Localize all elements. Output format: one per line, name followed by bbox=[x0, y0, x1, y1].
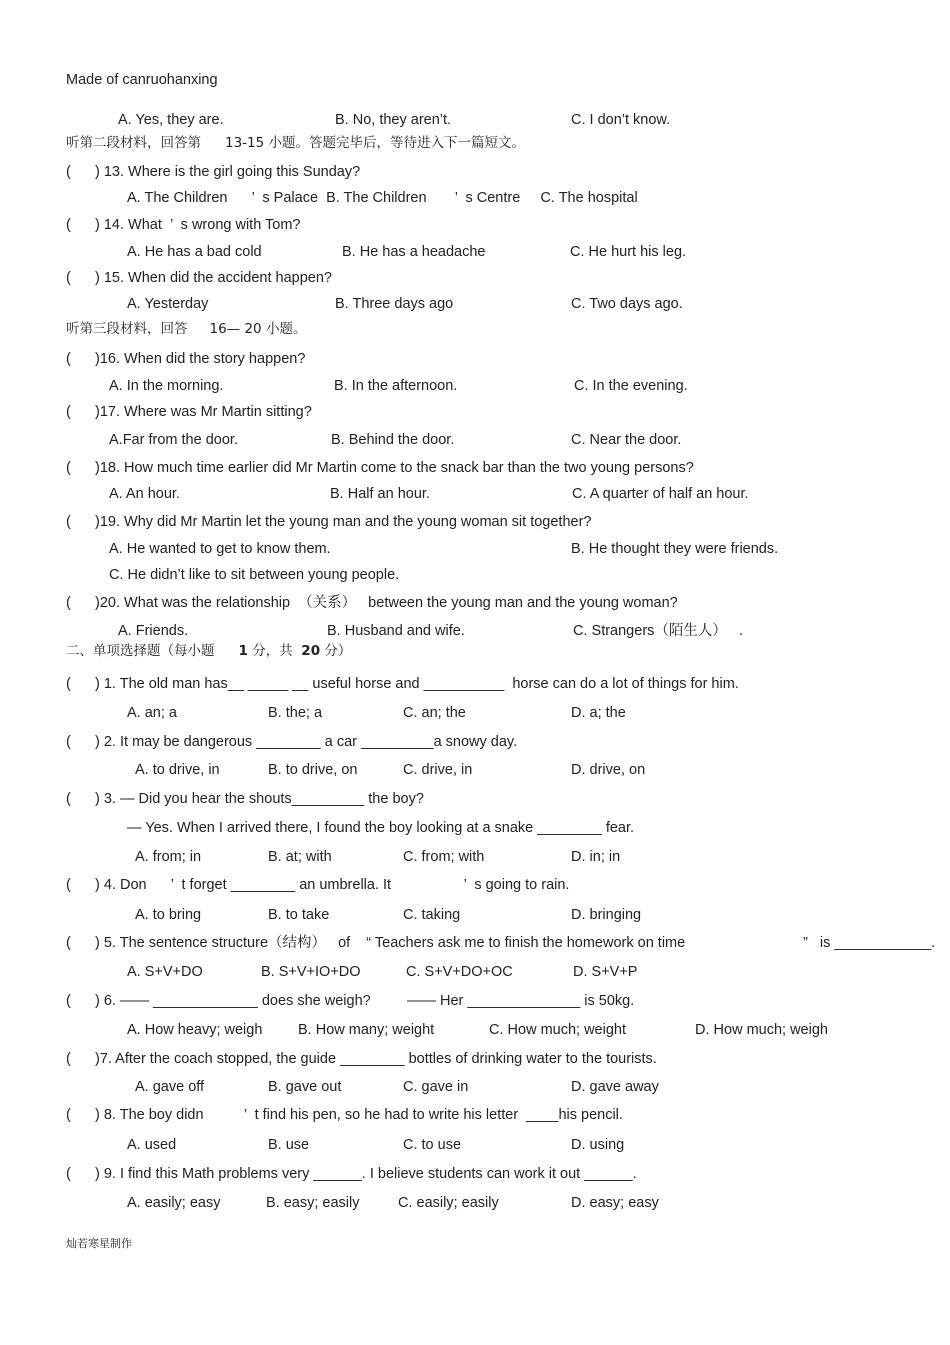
option-d: D. How much; weigh bbox=[695, 1022, 828, 1038]
instr-part: 16— 20 小题。 bbox=[209, 321, 307, 337]
option-d: D. easy; easy bbox=[571, 1195, 659, 1211]
option-b: B. He has a headache bbox=[342, 244, 486, 260]
option-a: A.Far from the door. bbox=[109, 432, 238, 448]
option-b: B. In the afternoon. bbox=[334, 378, 458, 394]
option-a: A. used bbox=[127, 1137, 177, 1153]
option-c: C. S+V+DO+OC bbox=[406, 964, 513, 980]
option-a: A. He has a bad cold bbox=[127, 244, 262, 260]
question-text: ( ) 1. The old man has__ _____ __ useful horse and __________ horse can do a lot of things for him. bbox=[66, 676, 739, 692]
instr-part: 听第三段材料，回答 bbox=[66, 321, 188, 337]
option-a: A. to drive, in bbox=[135, 762, 220, 778]
option-c: C. gave in bbox=[403, 1079, 469, 1095]
option-a: A. In the morning. bbox=[109, 378, 224, 394]
question-text: ( ) 14. What ’ s wrong with Tom? bbox=[66, 217, 301, 233]
option-a: A. Yes, they are. bbox=[118, 112, 224, 128]
question-text: ( )17. Where was Mr Martin sitting? bbox=[66, 404, 312, 420]
option-c: C. A quarter of half an hour. bbox=[572, 486, 749, 502]
question-text-2: — Yes. When I arrived there, I found the boy looking at a snake ________ fear. bbox=[127, 820, 635, 836]
option-c: C. taking bbox=[403, 907, 461, 923]
question-text: ( )20. What was the relationship （关系） between the young man and the young woman? bbox=[66, 595, 678, 611]
option-c: C. In the evening. bbox=[574, 378, 688, 394]
question-text: ( )7. After the coach stopped, the guide ________ bottles of drinking water to the tourists. bbox=[66, 1051, 657, 1067]
option-c: C. drive, in bbox=[403, 762, 473, 778]
option-c: C. from; with bbox=[403, 849, 485, 865]
section-instruction bbox=[66, 134, 525, 152]
option-a: A. to bring bbox=[135, 907, 202, 923]
option-a: A. gave off bbox=[135, 1079, 205, 1095]
option-a: A. from; in bbox=[135, 849, 202, 865]
option-c: C. Two days ago. bbox=[571, 296, 683, 312]
option-a: A. easily; easy bbox=[127, 1195, 221, 1211]
option-a: A. Friends. bbox=[118, 623, 189, 639]
option-b: B. easy; easily bbox=[266, 1195, 360, 1211]
option-b: B. Husband and wife. bbox=[327, 623, 465, 639]
question-text: ( ) 8. The boy didn ’ t find his pen, so he had to write his letter ____his pencil. bbox=[66, 1107, 623, 1123]
question-text: ( ) 2. It may be dangerous ________ a car _________a snowy day. bbox=[66, 734, 518, 750]
option-c: C. I don’t know. bbox=[571, 112, 671, 128]
heading-part: 分，共 bbox=[252, 643, 293, 659]
option-c: C. Strangers（陌生人） . bbox=[573, 623, 744, 639]
question-text: ( )18. How much time earlier did Mr Martin come to the snack bar than the two young persons? bbox=[66, 460, 694, 476]
option-a: A. an; a bbox=[127, 705, 177, 721]
option-a: A. He wanted to get to know them. bbox=[109, 541, 331, 557]
heading-part: 二、单项选择题（每小题 bbox=[66, 643, 215, 659]
option-b: B. to drive, on bbox=[268, 762, 358, 778]
instr-part: 13-15 小题。答题完毕后，等待进入下一篇短文。 bbox=[225, 135, 526, 151]
question-text: ( ) 6. —— _____________ does she weigh? —— Her ______________ is 50kg. bbox=[66, 993, 635, 1009]
option-d: D. bringing bbox=[571, 907, 642, 923]
option-a: A. How heavy; weigh bbox=[127, 1022, 263, 1038]
option-b: B. to take bbox=[268, 907, 330, 923]
option-a: A. Yesterday bbox=[127, 296, 209, 312]
heading-part: 20 bbox=[301, 643, 321, 659]
option-b: B. Half an hour. bbox=[330, 486, 430, 502]
page-footer: 灿若寒星制作 bbox=[66, 1237, 132, 1250]
question-text: ( ) 3. — Did you hear the shouts_________ the boy? bbox=[66, 791, 424, 807]
option-b: B. the; a bbox=[268, 705, 323, 721]
option-d: D. drive, on bbox=[571, 762, 646, 778]
question-text: ( ) 9. I find this Math problems very ______. I believe students can work it out ______. bbox=[66, 1166, 637, 1182]
option-b: B. Behind the door. bbox=[331, 432, 455, 448]
option-d: D. gave away bbox=[571, 1079, 659, 1095]
option-c: C. to use bbox=[403, 1137, 462, 1153]
option-c: C. He didn’t like to sit between young people. bbox=[109, 567, 400, 583]
option-c: C. easily; easily bbox=[398, 1195, 499, 1211]
question-text: ( ) 13. Where is the girl going this Sunday? bbox=[66, 164, 361, 180]
heading-part: 1 bbox=[238, 643, 248, 659]
question-text: ( ) 15. When did the accident happen? bbox=[66, 270, 332, 286]
question-text: ( )16. When did the story happen? bbox=[66, 351, 306, 367]
option-b: B. gave out bbox=[268, 1079, 342, 1095]
option-c: C. Near the door. bbox=[571, 432, 682, 448]
option-b: B. at; with bbox=[268, 849, 332, 865]
option-b: B. No, they aren’t. bbox=[335, 112, 452, 128]
question-text: ( ) 5. The sentence structure（结构） of “ Teachers ask me to finish the homework on time bbox=[66, 935, 686, 951]
page-header: Made of canruohanxing bbox=[66, 72, 218, 88]
option-b: B. He thought they were friends. bbox=[571, 541, 779, 557]
section-instruction bbox=[66, 320, 306, 338]
option-b: B. S+V+IO+DO bbox=[261, 964, 361, 980]
question-text: ( )19. Why did Mr Martin let the young man and the young woman sit together? bbox=[66, 514, 592, 530]
option-b: B. Three days ago bbox=[335, 296, 454, 312]
option-d: D. a; the bbox=[571, 705, 626, 721]
option-a: A. S+V+DO bbox=[127, 964, 203, 980]
option-d: D. in; in bbox=[571, 849, 621, 865]
option-c: C. an; the bbox=[403, 705, 466, 721]
option-c: C. He hurt his leg. bbox=[570, 244, 687, 260]
part-heading bbox=[66, 642, 351, 660]
question-options: A. The Children ’ s Palace B. The Children ’ s Centre C. The hospital bbox=[127, 190, 638, 206]
question-text: ( ) 4. Don ’ t forget ________ an umbrella. It ’ s going to rain. bbox=[66, 877, 570, 893]
option-d: D. using bbox=[571, 1137, 625, 1153]
question-text-end: ” is ____________. bbox=[803, 935, 936, 951]
heading-part: 分） bbox=[324, 643, 352, 659]
option-c: C. How much; weight bbox=[489, 1022, 626, 1038]
option-b: B. How many; weight bbox=[298, 1022, 435, 1038]
instr-part: 听第二段材料，回答第 bbox=[66, 135, 201, 151]
option-b: B. use bbox=[268, 1137, 310, 1153]
option-a: A. An hour. bbox=[109, 486, 180, 502]
option-d: D. S+V+P bbox=[573, 964, 638, 980]
